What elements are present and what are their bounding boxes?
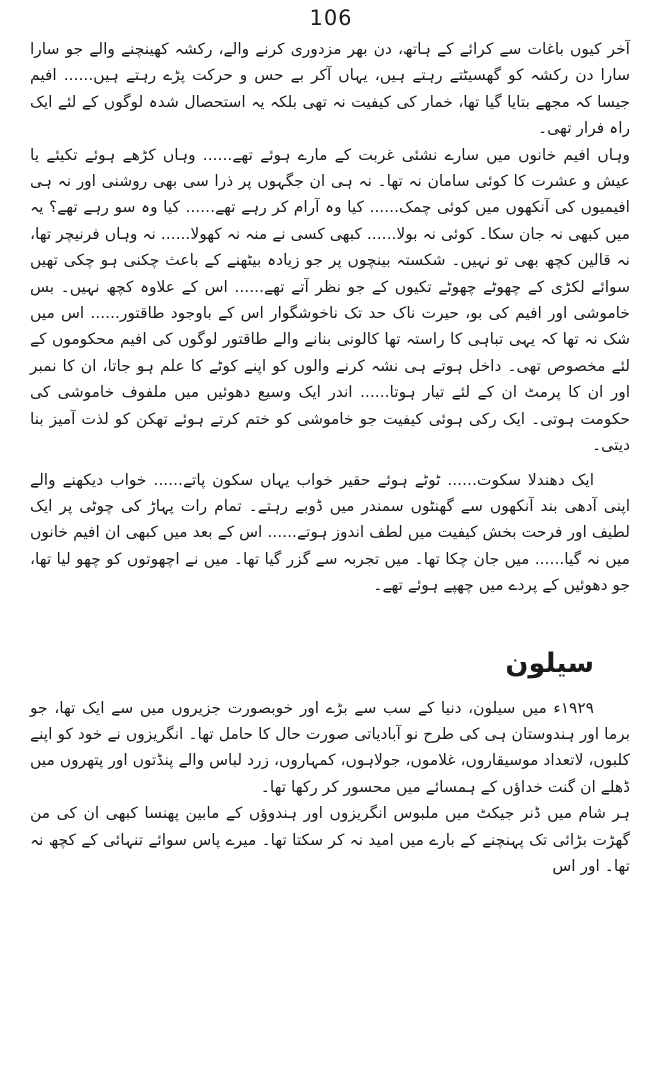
- paragraph: ہر شام میں ڈنر جیکٹ میں ملبوس انگریزوں اور ہندوؤں کے مابین پھنسا کبھی ان کی من گھڑت بڑائی تک پہنچنے کے بارے میں امید نہ کر سکتا تھا۔ میرے پاس سوائے تنہائی کے کچھ نہ تھا۔ اور اس: [30, 804, 630, 875]
- page-number: 106: [309, 6, 353, 30]
- paragraph: ۱۹۲۹ء میں سیلون، دنیا کے سب سے بڑے اور خوبصورت جزیروں میں سے ایک تھا، جو برما اور ہندوستان ہی کی طرح نو آبادیاتی صورت حال کا حامل تھا۔ انگریزوں نے خود کو اپنے کلبوں، لاتعداد موسیقاروں، غلاموں، جولاہوں، کمہاروں، زرد لباس والے پنڈتوں اور پتھروں میں ڈھلے ان گنت خداؤں کے ہمسائے میں محسور کر رکھا تھا۔: [30, 698, 630, 796]
- page-body: [30, 36, 630, 879]
- paragraph: وہاں افیم خانوں میں سارے نشئی غربت کے مارے ہوئے تھے...... وہاں کڑھے ہوئے تکیئے یا عیش و عشرت کا کوئی سامان نہ تھا۔ نہ ہی ان جگہوں پر ذرا سی بھی روشنی اور نہ ہی افیمیوں کی آنکھوں میں کوئی چمک...... کیا وہ آرام کر رہے تھے...... کیا وہ سو رہے تھے؟ یہ میں کبھی نہ جان سکا۔ کوئی نہ بولا...... کبھی کسی نے منہ نہ کھولا...... نہ وہاں فرنیچر تھا، نہ قالین کچھ بھی تو نہیں۔ شکستہ بینچوں پر جو زیادہ بیٹھنے کے باعث چکنی ہو چکی تھیں سوائے لکڑی کے چھوٹے چھوٹے تکیوں کے جو نظر آتے تھے...... اس کے علاوہ کچھ نہیں۔ بس خاموشی اور افیم کی بو، حیرت ناک حد تک ناخوشگوار اس کے باوجود طاقتور...... اس میں شک نہ تھا کہ یہی تباہی کا راستہ تھا کالونی بنانے والے طاقتور لوگوں کی افیم محکوموں کے لئے مخصوص تھی۔ داخل ہوتے ہی نشہ کرنے والوں کو اپنے کوٹے کا علم ہو جاتا، ان کا نمبر اور ان کا پرمٹ ان کے لئے تیار ہوتا...... اندر ایک وسیع دھوئیں میں ملفوف خاموشی کی حکومت ہوتی۔ ایک رکی ہوئی کیفیت جو خاموشی کو ختم کرتے ہوئے تھکن کو لذت آمیز بنا دیتی۔: [30, 145, 630, 455]
- paragraph: ایک دھندلا سکوت...... ٹوٹے ہوئے حقیر خواب یہاں سکون پاتے...... خواب دیکھنے والے اپنی آدھی بند آنکھوں سے گھنٹوں سمندر میں ڈوبے رہتے۔ تمام رات پہاڑ کی چوٹی پر ایک لطیف اور فرحت بخش کیفیت میں لطف اندوز ہوتے...... اس کے بعد میں کبھی ان افیم خانوں میں نہ گیا...... میں جان چکا تھا۔ میں تجربہ سے گزر گیا تھا۔ میں نے اچھوتوں کو چھو لیا تھا، جو دھوئیں کے پردے میں چھپے ہوئے تھے۔: [30, 470, 630, 595]
- paragraph: آخر کیوں باغات سے کرائے کے ہاتھ، دن بھر مزدوری کرنے والے، رکشہ کھینچنے والے جو سارا سارا دن رکشہ کو گھسیٹتے رہتے ہیں، یہاں آکر بے حس و حرکت پڑے رہتے ہیں...... افیم جیسا کہ مجھے بتایا گیا تھا، خمار کی کیفیت نہ تھی بلکہ یہ استحصال شدہ لوگوں کے لئے ایک راہ فرار تھی۔: [30, 40, 630, 138]
- section-heading: سیلون: [505, 647, 594, 679]
